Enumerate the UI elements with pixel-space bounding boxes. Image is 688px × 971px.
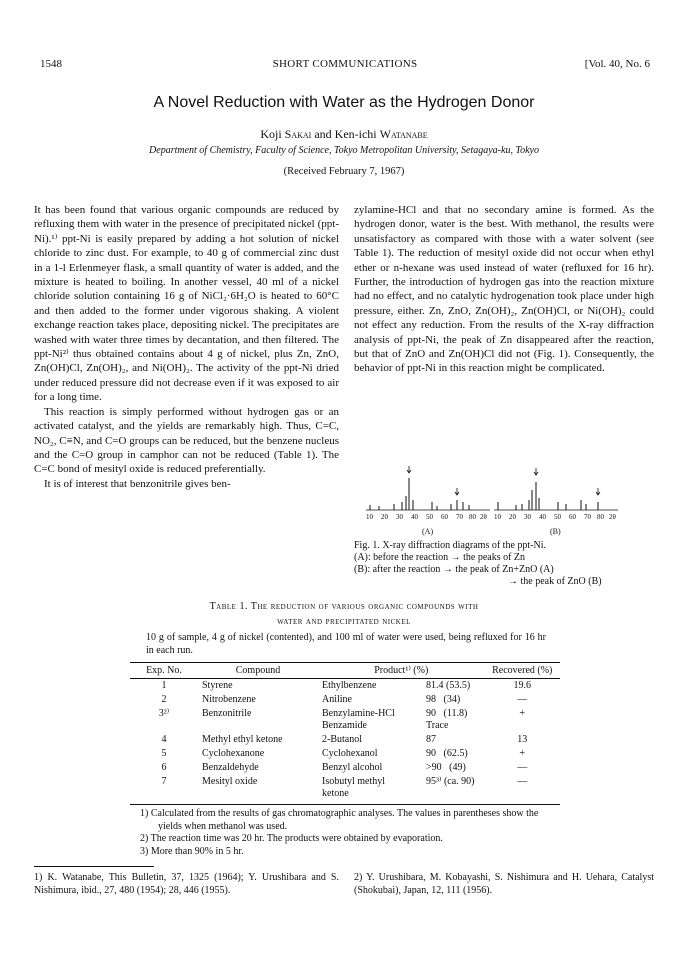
cell-compound-text: Styrene: [202, 680, 233, 691]
cell-recovered: [485, 679, 561, 694]
cell-compound: [198, 775, 318, 805]
running-header: [40, 58, 650, 72]
cell-recovered: [485, 693, 561, 707]
author2-last: Watanabe: [379, 127, 428, 141]
tick-a-60: 60: [441, 513, 448, 521]
tick-b-70: 70: [584, 513, 591, 521]
table-header-row: [130, 663, 560, 679]
right-column: [354, 203, 654, 376]
table-row: [130, 693, 560, 707]
paragraph-4: zylamine-HCl and that no secondary amine is formed. As the hydrogen donor, water is the best. With methanol, the results were unsatisfactory as compared with those with a water solvent (see Table 1). The reduction of mesityl oxide did not occur when ethyl ether or n-hexane was used instead of water (refluxed for 16 hr). Further, the introduction of hydrogen gas into the reaction mixture had no effect, and no catalytic hydrogenation took place under high pressure, either. Zn, ZnO, Zn(OH)₂, Zn(OH)Cl, or Ni(OH)₂ could not effect any reduction. From the results of the X-ray diffraction analysis of ppt-Ni, the peak of Zn disappeared after the reaction, but that of ZnO and Zn(OH)Cl did not (Fig. 1). Consequently, the behavior of ppt-Ni in this reaction might be complicated.: [354, 204, 654, 375]
col-exp-no: Exp. No.: [130, 663, 198, 679]
cell-product: [318, 775, 422, 805]
cell-compound-text: Cyclohexanone: [202, 748, 265, 759]
cell-yield: [422, 775, 485, 805]
paragraph-1: It has been found that various organic compounds are reduced by refluxing them with water in the presence of precipitated nickel (ppt-Ni).¹⁾ ppt-Ni is easily prepared by adding a hot solution of nickel chloride to zinc dust. For example, to 40 g of commercial zinc dust in a 1-l Erlenmeyer flask, a small quantity of water is added, and the mixture is heated to boiling. In another vessel, 40 ml of a nickel chloride solution containing 16 g of NiCl₂·6H₂O is heated to 60°C and then added to the former under vigorous shaking. A violent exchange reaction takes place, depositing nickel. The precipitates are washed with water three times by decantation, and then filtered. The ppt-Ni²⁾ thus obtained contains about 4 g of nickel, plus Zn, ZnO, Zn(OH)Cl, Zn(OH)₂, and Ni(OH)₂. The activity of the ppt-Ni dried under reduced pressure did not decrease even if it was exposed to air for a long time.: [34, 204, 339, 404]
cell-compound-text: Methyl ethyl ketone: [202, 734, 283, 745]
tick-b-40: 40: [539, 513, 546, 521]
cell-recovered-text: —: [517, 776, 528, 787]
caption-line-2: (A): before the reaction → the peaks of Zn: [354, 552, 526, 563]
tick-a-10: 10: [366, 513, 373, 521]
table-title: [0, 599, 688, 629]
cell-exp-no: [130, 693, 198, 707]
cell-yield-text: 90 (11.8): [426, 708, 468, 719]
table-row: [130, 707, 560, 733]
cell-yield-text: 87: [426, 734, 436, 745]
cell-recovered: [485, 761, 561, 775]
axis-labels: [366, 513, 617, 536]
cell-yield-line-2: Trace: [426, 720, 449, 731]
cell-compound-text: Nitrobenzene: [202, 694, 256, 705]
cell-compound: [198, 693, 318, 707]
authors-and: and: [314, 127, 332, 141]
cell-compound: [198, 707, 318, 733]
panel-b: [494, 468, 618, 510]
reference-2: 2) Y. Urushibara, M. Kobayashi, S. Nishimura and H. Uehara, Catalyst (Shokubai), Japan, 12, 111 (1956).: [354, 872, 654, 896]
journal-section: SHORT COMMUNICATIONS: [272, 58, 418, 70]
cell-recovered: [485, 775, 561, 805]
cell-exp-no: [130, 707, 198, 733]
cell-yield-text: 98 (34): [426, 694, 461, 705]
cell-recovered-text: 19.6: [513, 680, 531, 691]
cell-exp-no-text: 1: [161, 680, 167, 691]
received-date: (Received February 7, 1967): [283, 166, 405, 177]
left-column: [34, 203, 339, 491]
table-title-line-2: water and precipitated nickel: [277, 616, 411, 627]
cell-compound: [198, 747, 318, 761]
cell-recovered-text: +: [519, 708, 526, 719]
cell-yield-text: >90 (49): [426, 762, 466, 773]
tick-a-20: 20: [381, 513, 388, 521]
cell-exp-no-text: 5: [161, 748, 167, 759]
table-row: [130, 747, 560, 761]
cell-product-text: Benzylamine-HCl: [322, 708, 395, 719]
tick-a-40: 40: [411, 513, 418, 521]
table-row: [130, 775, 560, 805]
cell-product: [318, 693, 422, 707]
tick-b-80: 80: [597, 513, 604, 521]
table-title-line-1: Table 1. The reduction of various organic compounds with: [209, 601, 479, 612]
reference-1: 1) K. Watanabe, This Bulletin, 37, 1325 (1964); Y. Urushibara and S. Nishimura, ibid., 27, 480 (1954); 28, 446 (1955).: [34, 872, 339, 896]
cell-product-text: Cyclohexanol: [322, 748, 378, 759]
cell-product-text: Benzyl alcohol: [322, 762, 383, 773]
affiliation: Department of Chemistry, Faculty of Science, Tokyo Metropolitan University, Setagaya-ku, Tokyo: [149, 145, 539, 156]
cell-yield-text: 90 (62.5): [426, 748, 468, 759]
panel-a-label: (A): [422, 527, 434, 536]
caption-line-4: → the peak of ZnO (B): [508, 576, 602, 587]
results-table: [130, 662, 560, 805]
cell-compound: [198, 679, 318, 694]
cell-yield: [422, 693, 485, 707]
cell-recovered: [485, 707, 561, 733]
table-note: 10 g of sample, 4 g of nickel (contented), and 100 ml of water were used, being refluxed for 16 hr in each run.: [146, 632, 546, 656]
cell-product-text: 2-Butanol: [322, 734, 362, 745]
table-row: [130, 761, 560, 775]
tick-b-30: 30: [524, 513, 531, 521]
caption-line-3: (B): after the reaction → the peak of Zn+ZnO (A): [354, 564, 554, 575]
tick-b-60: 60: [569, 513, 576, 521]
tick-b-10: 10: [494, 513, 501, 521]
cell-compound-text: Benzonitrile: [202, 708, 252, 719]
cell-exp-no: [130, 733, 198, 747]
author1-last: Sakai: [284, 127, 312, 141]
cell-exp-no-text: 6: [161, 762, 167, 773]
cell-compound: [198, 733, 318, 747]
footnote-2: 2) The reaction time was 20 hr. The products were obtained by evaporation.: [140, 833, 443, 844]
cell-yield-text: 95³⁾ (ca. 90): [426, 776, 475, 787]
cell-product: [318, 733, 422, 747]
cell-exp-no: [130, 747, 198, 761]
cell-product-text: Isobutyl methyl: [322, 776, 386, 787]
figure-caption: [354, 540, 654, 588]
cell-yield: [422, 761, 485, 775]
caption-line-1: Fig. 1. X-ray diffraction diagrams of the ppt-Ni.: [354, 540, 546, 551]
article-title: A Novel Reduction with Water as the Hydrogen Donor: [153, 94, 535, 111]
xrd-figure: [366, 460, 636, 538]
authors: [0, 127, 688, 142]
tick-a-30: 30: [396, 513, 403, 521]
panel-b-label: (B): [550, 527, 561, 536]
cell-recovered-text: +: [519, 748, 526, 759]
cell-yield: [422, 733, 485, 747]
cell-yield: [422, 747, 485, 761]
table-row: [130, 679, 560, 694]
cell-product-text: Aniline: [322, 694, 352, 705]
author2-first: Ken-ichi: [334, 127, 377, 141]
cell-exp-no-text: 3²⁾: [158, 708, 170, 719]
paragraph-3: It is of interest that benzonitrile gives ben-: [44, 477, 231, 490]
cell-compound-text: Benzaldehyde: [202, 762, 259, 773]
tick-a-70: 70: [456, 513, 463, 521]
cell-exp-no: [130, 775, 198, 805]
cell-recovered: [485, 733, 561, 747]
col-compound: Compound: [198, 663, 318, 679]
footnote-3: 3) More than 90% in 5 hr.: [140, 845, 244, 857]
table-body: [130, 679, 560, 805]
tick-a-80: 80: [469, 513, 476, 521]
footnote-rule: [34, 866, 154, 867]
cell-compound: [198, 761, 318, 775]
cell-recovered: [485, 747, 561, 761]
cell-product: [318, 679, 422, 694]
cell-exp-no: [130, 761, 198, 775]
footnote-1: 1) Calculated from the results of gas chromatographic analyses. The values in parentheses show the yields when methanol was used.: [140, 808, 539, 832]
cell-recovered-text: —: [517, 762, 528, 773]
cell-exp-no-text: 7: [161, 776, 167, 787]
author1-first: Koji: [260, 127, 282, 141]
col-recovered: Recovered (%): [485, 663, 561, 679]
panel-a: [366, 466, 490, 510]
cell-product-line-2: Benzamide: [322, 720, 367, 731]
tick-a-2theta: 2θ: [480, 513, 487, 521]
table-row: [130, 733, 560, 747]
volume-info: [Vol. 40, No. 6: [584, 58, 650, 70]
cell-compound-text: Mesityl oxide: [202, 776, 258, 787]
table-footnotes: [140, 808, 550, 858]
col-product: Product¹⁾ (%): [318, 663, 485, 679]
cell-recovered-text: —: [517, 694, 528, 705]
tick-b-20: 20: [509, 513, 516, 521]
cell-yield-text: 81.4 (53.5): [426, 680, 471, 691]
tick-a-50: 50: [426, 513, 433, 521]
cell-product-text: Ethylbenzene: [322, 680, 377, 691]
cell-exp-no: [130, 679, 198, 694]
cell-product: [318, 761, 422, 775]
cell-recovered-text: 13: [517, 734, 528, 745]
cell-product-line-2: ketone: [322, 788, 349, 799]
cell-yield: [422, 679, 485, 694]
cell-yield: [422, 707, 485, 733]
cell-product: [318, 747, 422, 761]
page-number: 1548: [40, 58, 62, 70]
cell-exp-no-text: 4: [161, 734, 167, 745]
cell-product: [318, 707, 422, 733]
paragraph-2: This reaction is simply performed without hydrogen gas or an activated catalyst, and the yields are remarkably high. Thus, C=C, NO₂, C≡N, and C=O groups can be reduced, but the benzene nucleus and the C=O group in camphor can not be reduced (Table 1). The C=C bond of mesityl oxide is reduced preferentially.: [34, 405, 339, 476]
tick-b-2theta: 2θ: [609, 513, 616, 521]
tick-b-50: 50: [554, 513, 561, 521]
cell-exp-no-text: 2: [161, 694, 167, 705]
